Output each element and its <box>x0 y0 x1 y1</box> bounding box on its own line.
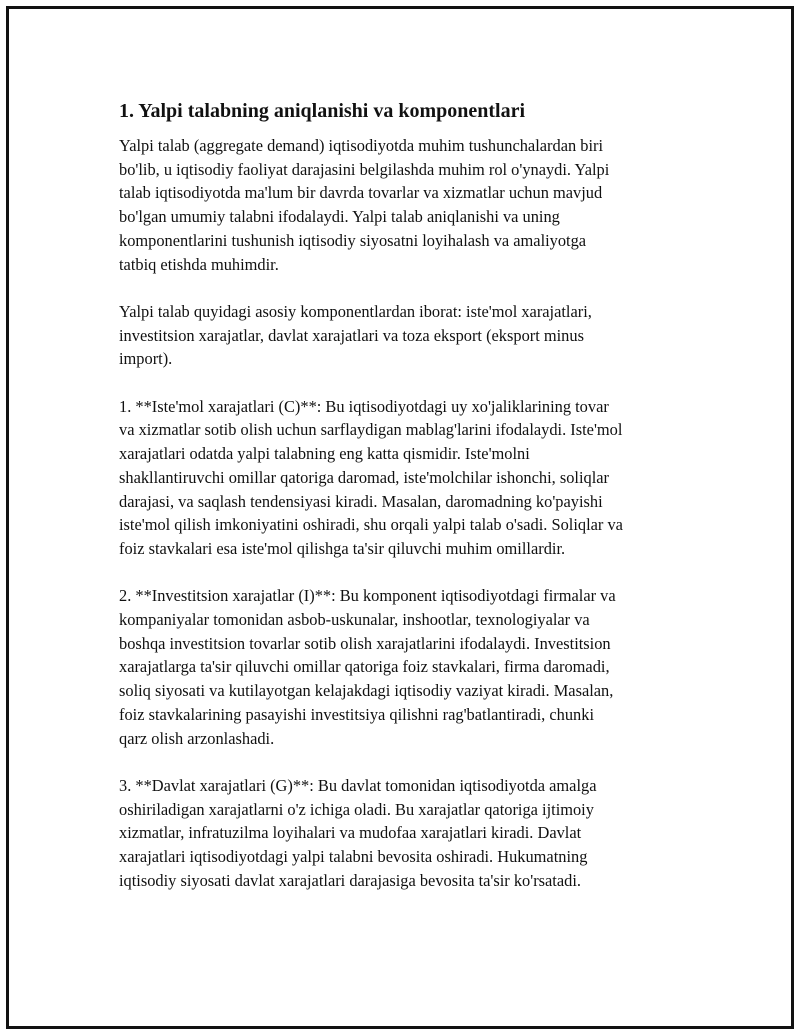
paragraph-government: 3. **Davlat xarajatlari (G)**: Bu davlat tomonidan iqtisodiyotda amalga oshiriladigan xarajatlarni o'z ichiga oladi. Bu xarajatlar qatoriga ijtimoiy xizmatlar, infratuzilma loyihalari va mudofaa xarajatlari kiradi. Davlat xarajatlari iqtisodiyotdagi yalpi talabni bevosita oshiradi. Hukumatning iqtisodiy siyosati davlat xarajatlari darajasiga bevosita ta'sir ko'rsatadi. <box>119 775 597 890</box>
page-frame <box>6 6 794 1029</box>
paragraph-components: Yalpi talab quyidagi asosiy komponentlardan iborat: iste'mol xarajatlari, investitsion xarajatlar, davlat xarajatlari va toza eksport (eksport minus import). <box>119 301 592 369</box>
paragraph-intro: Yalpi talab (aggregate demand) iqtisodiyotda muhim tushunchalardan biri bo'lib, u iqtisodiy faoliyat darajasini belgilashda muhim rol o'ynaydi. Yalpi talab iqtisodiyotda ma'lum bir davrda tovarlar va xizmatlar uchun mavjud bo'lgan umumiy talabni ifodalaydi. Yalpi talab aniqlanishi va uning komponentlarini tushunish iqtisodiy siyosatni loyihalash va amaliyotga tatbiq etishda muhimdir. <box>119 136 610 274</box>
document-body <box>119 89 699 916</box>
section-heading: 1. Yalpi talabning aniqlanishi va komponentlari <box>119 100 526 122</box>
paragraph-consumption: 1. **Iste'mol xarajatlari (C)**: Bu iqtisodiyotdagi uy xo'jaliklarining tovar va xizmatlar sotib olish uchun sarflaydigan mablag'larini ifodalaydi. Iste'mol xarajatlari odatda yalpi talabning eng katta qismidir. Iste'molni shakllantiruvchi omillar qatoriga daromad, iste'molchilar ishonchi, soliqlar darajasi, va saqlash tendensiyasi kiradi. Masalan, daromadning ko'payishi iste'mol qilish imkoniyatini oshiradi, shu orqali yalpi talab o'sadi. Soliqlar va foiz stavkalari esa iste'mol qilishga ta'sir qiluvchi muhim omillardir. <box>119 396 623 558</box>
paragraph-investment: 2. **Investitsion xarajatlar (I)**: Bu komponent iqtisodiyotdagi firmalar va kompaniyalar tomonidan asbob-uskunalar, inshootlar, texnologiyalar va boshqa investitsion tovarlar sotib olish xarajatlarini ifodalaydi. Investitsion xarajatlarga ta'sir qiluvchi omillar qatoriga foiz stavkalari, firma daromadi, soliq siyosati va kutilayotgan kelajakdagi iqtisodiy vaziyat kiradi. Masalan, foiz stavkalarining pasayishi investitsiya qilishni rag'batlantiradi, chunki qarz olish arzonlashadi. <box>119 586 616 748</box>
